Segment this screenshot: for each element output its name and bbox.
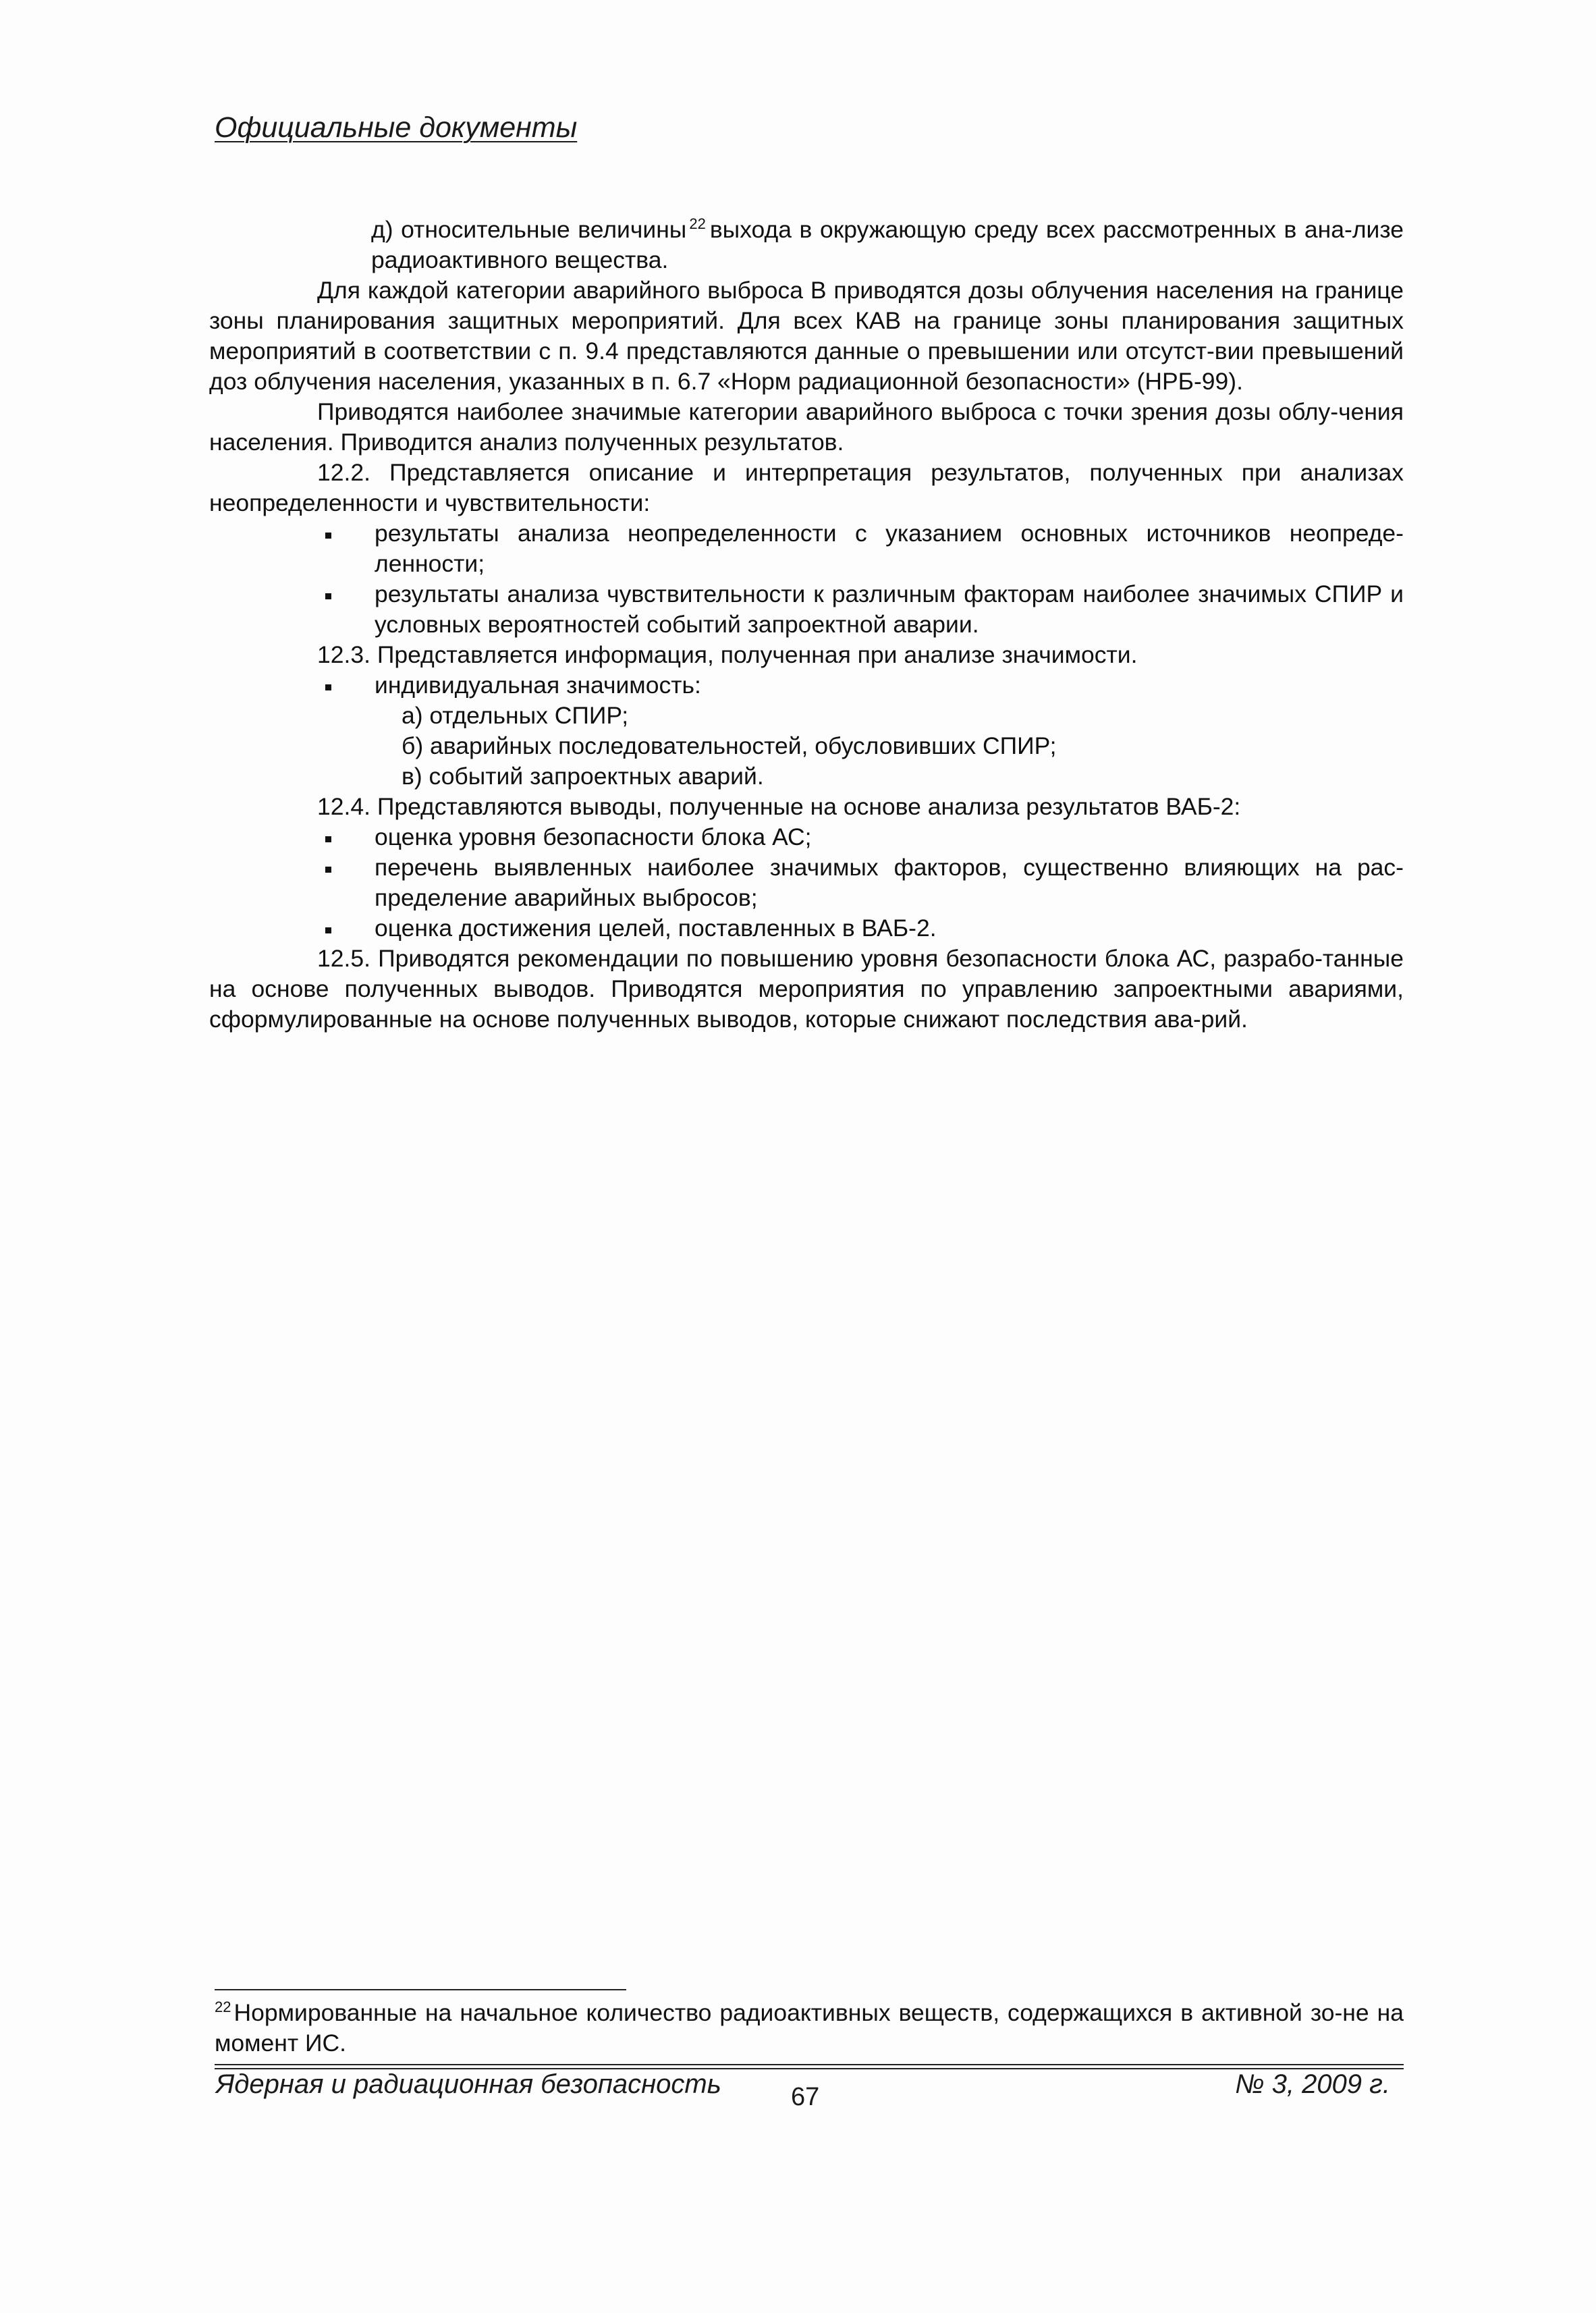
paragraph-dose-categories: Для каждой категории аварийного выброса В приводятся дозы облучения населения на границе зоны планирования защитных мероприятий. Для всех КАВ на границе зоны планирования защитных мероприятий в соответствии с п. 9.4 представляются данные о превышении или отсутст-вии превышений доз облучения населения, указанных в п. 6.7 «Норм радиационной безопасности» (НРБ-99).: [209, 277, 1404, 395]
footnote-reference: 22: [689, 215, 706, 233]
bullet-marker: [325, 518, 331, 549]
section-header-title: Официальные документы: [215, 111, 578, 144]
bullet-marker: [325, 670, 331, 701]
bullet-item: [209, 913, 1404, 944]
bullet-text: индивидуальная значимость:: [375, 672, 701, 699]
footnote-number: 22: [215, 1998, 231, 2016]
page-number: 67: [791, 2083, 820, 2111]
list-item-d-prefix: д) относительные величины: [371, 216, 687, 243]
footer-journal-title: Ядерная и радиационная безопасность: [216, 2069, 721, 2099]
bullet-text: оценка уровня безопасности блока АС;: [375, 823, 812, 850]
footnote: [215, 1998, 1404, 2059]
footnote-divider: [215, 1989, 626, 1990]
paragraph-12-3: 12.3. Представляется информация, полученная при анализе значимости.: [317, 641, 1138, 668]
paragraph-significant-categories: Приводятся наиболее значимые категории аварийного выброса с точки зрения дозы облу-чения населения. Приводится анализ полученных результатов.: [209, 398, 1404, 456]
paragraph-12-2: 12.2. Представляется описание и интерпретация результатов, полученных при анализах неопределенности и чувствительности:: [209, 459, 1404, 516]
bullet-marker: [325, 822, 331, 852]
bullet-marker: [325, 852, 331, 883]
bullet-item: [209, 579, 1404, 640]
footer-issue: № 3, 2009 г.: [1235, 2069, 1390, 2099]
bullet-item: [209, 822, 1404, 852]
paragraph-12-4: 12.4. Представляются выводы, полученные на основе анализа результатов ВАБ-2:: [317, 793, 1241, 820]
list-item-d-rest: выхода в окружающую среду всех рассмотренных в ана-лизе радиоактивного вещества.: [371, 216, 1404, 273]
bullet-item: [209, 518, 1404, 579]
bullet-text: результаты анализа чувствительности к различным факторам наиболее значимых СПИР и условных вероятностей событий запроектной аварии.: [375, 580, 1404, 638]
bullet-text: результаты анализа неопределенности с указанием основных источников неопреде-ленности;: [375, 520, 1404, 577]
bullet-item: [209, 852, 1404, 913]
sub-list-item: б) аварийных последовательностей, обусловивших СПИР;: [402, 732, 1057, 759]
footer-divider-top: [215, 2064, 1404, 2065]
sub-list-item: а) отдельных СПИР;: [402, 702, 629, 729]
footnote-text: Нормированные на начальное количество радиоактивных веществ, содержащихся в активной зо-не на момент ИС.: [215, 1999, 1404, 2057]
sub-list-item: в) событий запроектных аварий.: [402, 763, 764, 790]
paragraph-12-5: 12.5. Приводятся рекомендации по повышению уровня безопасности блока АС, разрабо-танные на основе полученных выводов. Приводятся мероприятия по управлению запроектными авариями, сформулированные на основе полученных выводов, которые снижают последствия ава-рий.: [209, 945, 1404, 1033]
main-text: [209, 215, 1404, 1035]
bullet-marker: [325, 913, 331, 944]
bullet-text: оценка достижения целей, поставленных в ВАБ-2.: [375, 915, 937, 942]
bullet-text: перечень выявленных наиболее значимых факторов, существенно влияющих на рас-пределение аварийных выбросов;: [375, 854, 1404, 911]
bullet-item: [209, 670, 1404, 701]
list-item-d: [209, 215, 1404, 275]
bullet-marker: [325, 579, 331, 609]
